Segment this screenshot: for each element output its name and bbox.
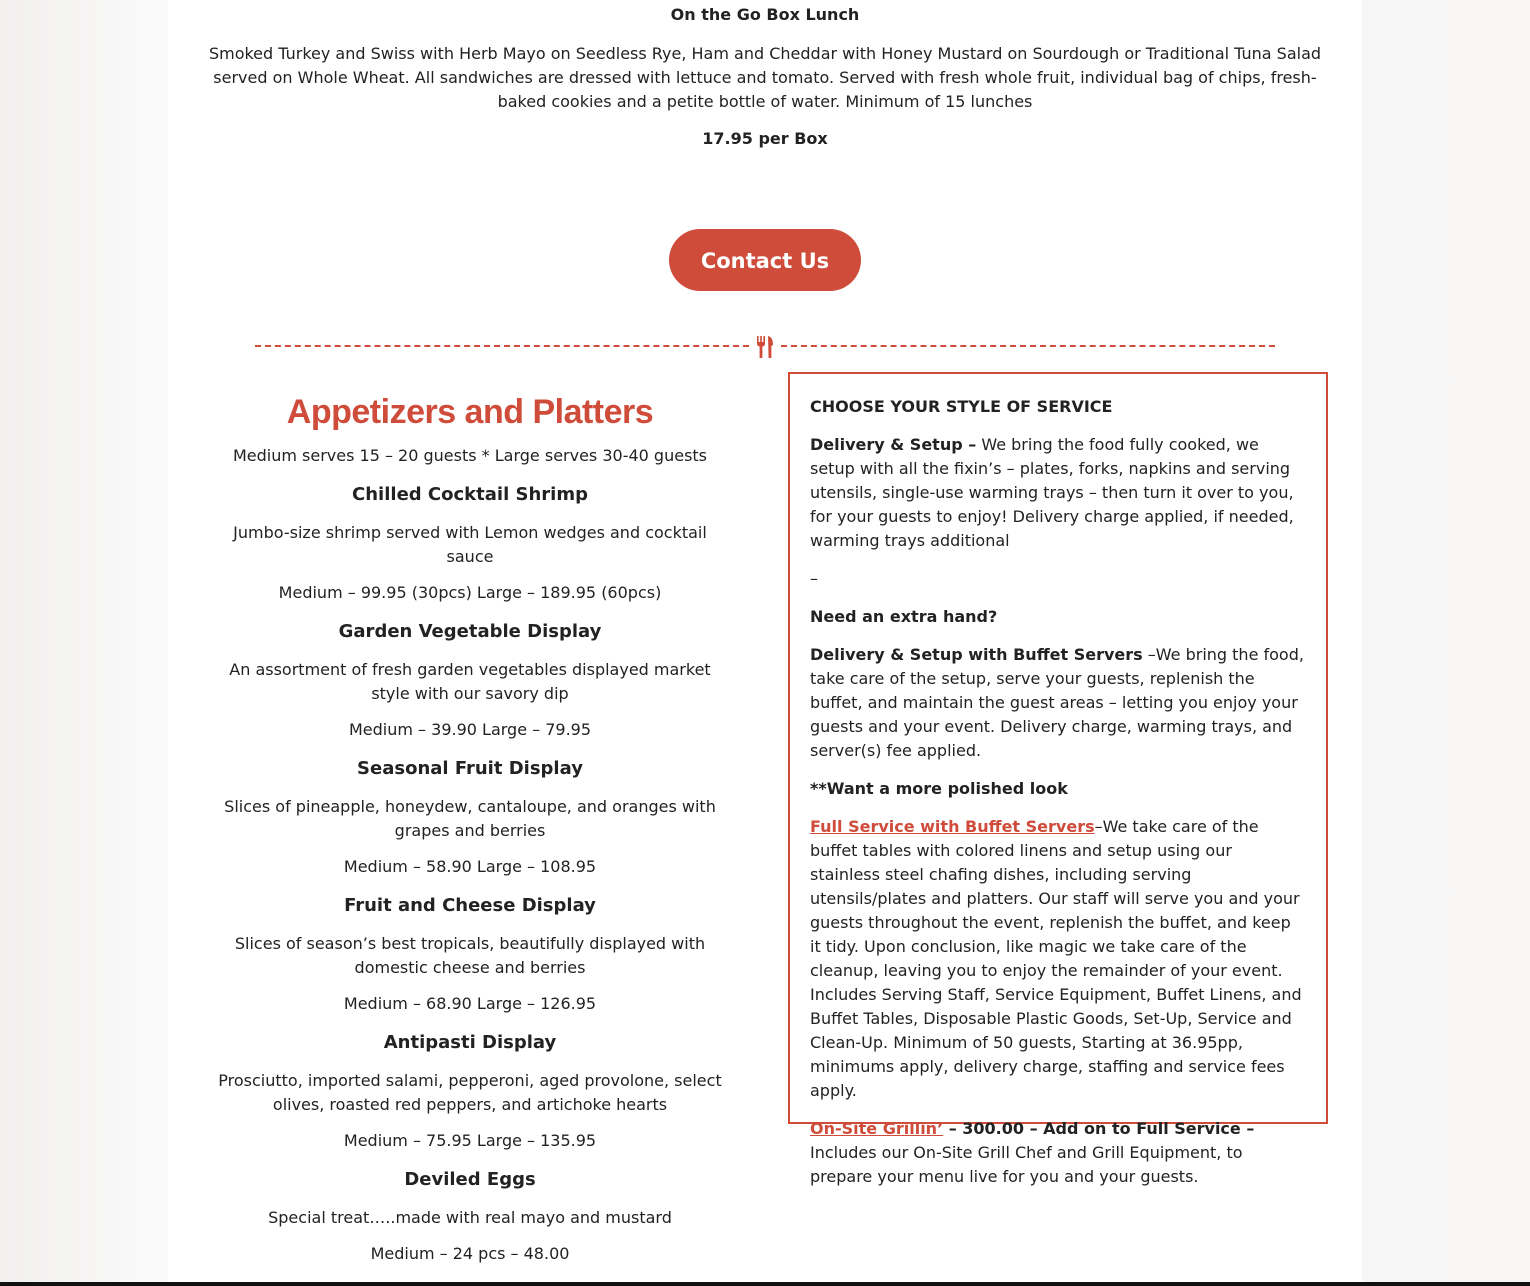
menu-item-price: Medium – 68.90 Large – 126.95	[343, 994, 597, 1013]
menu-item-description: Prosciutto, imported salami, pepperoni, aged provolone, select olives, roasted red peppers, and artichoke hearts	[218, 1071, 722, 1114]
serving-sizes-note: Medium serves 15 – 20 guests * Large serves 30-40 guests	[232, 446, 708, 465]
menu-item-price: Medium – 99.95 (30pcs) Large – 189.95 (60pcs)	[278, 583, 662, 602]
polished-look-heading: **Want a more polished look	[810, 779, 1068, 798]
menu-item	[208, 1032, 732, 1151]
menu-item-name: Fruit and Cheese Display	[344, 895, 596, 916]
contact-us-button[interactable]: Contact Us	[669, 229, 861, 291]
menu-item	[208, 758, 732, 877]
box-lunch-description: Smoked Turkey and Swiss with Herb Mayo on Seedless Rye, Ham and Cheddar with Honey Mustard on Sourdough or Traditional Tuna Salad served on Whole Wheat. All sandwiches are dressed with lettuce and tomato. Served with fresh whole fruit, individual bag of chips, fresh-baked cookies and a petite bottle of water. Minimum of 15 lunches	[208, 44, 1322, 111]
menu-item	[208, 895, 732, 1014]
delivery-setup-label: Delivery & Setup –	[810, 435, 977, 454]
menu-item-description: An assortment of fresh garden vegetables displayed market style with our savory dip	[229, 660, 711, 703]
menu-item-price: Medium – 75.95 Large – 135.95	[343, 1131, 597, 1150]
buffet-servers-text: –We bring the food, take care of the setup, serve your guests, replenish the buffet, and maintain the guest areas – letting you enjoy your guests and your event. Delivery charge, warming trays, and server(s) fee applied.	[810, 645, 1304, 760]
page-content	[168, 0, 1362, 1282]
section-title: Appetizers and Platters	[286, 393, 654, 431]
buffet-servers-paragraph	[810, 643, 1306, 763]
grillin-paragraph	[810, 1117, 1306, 1189]
delivery-setup-text: We bring the food fully cooked, we setup with all the fixin’s – plates, forks, napkins and serving utensils, single-use warming trays – then turn it over to you, for your guests to enjoy! Delivery charge applied, if needed, warming trays additional	[810, 435, 1294, 550]
menu-item	[208, 484, 732, 603]
on-site-grillin-link[interactable]: On-Site Grillin’	[810, 1119, 944, 1138]
menu-item-name: Garden Vegetable Display	[338, 621, 602, 642]
grillin-text: Includes our On-Site Grill Chef and Grill Equipment, to prepare your menu live for you and your guests.	[810, 1143, 1243, 1186]
buffet-servers-label: Delivery & Setup with Buffet Servers	[810, 645, 1143, 664]
extra-hand-heading: Need an extra hand?	[810, 607, 998, 626]
menu-item-name: Antipasti Display	[383, 1032, 557, 1053]
menu-item	[208, 1169, 732, 1264]
delivery-setup-paragraph	[810, 433, 1306, 553]
menu-item	[208, 621, 732, 740]
menu-item-price: Medium – 39.90 Large – 79.95	[348, 720, 592, 739]
menu-item-price: Medium – 58.90 Large – 108.95	[343, 857, 597, 876]
menu-item-description: Jumbo-size shrimp served with Lemon wedges and cocktail sauce	[233, 523, 707, 566]
full-service-paragraph	[810, 815, 1306, 1103]
menu-item-name: Seasonal Fruit Display	[357, 758, 583, 779]
menu-item-name: Deviled Eggs	[404, 1169, 536, 1190]
grillin-price: – 300.00 – Add on to Full Service –	[943, 1119, 1255, 1138]
divider-right	[781, 345, 1275, 347]
service-options-box	[788, 372, 1328, 1186]
box-lunch-title: On the Go Box Lunch	[670, 5, 860, 24]
menu-item-name: Chilled Cocktail Shrimp	[352, 484, 588, 505]
menu-item-price: Medium – 24 pcs – 48.00	[370, 1244, 570, 1263]
menu-item-description: Slices of pineapple, honeydew, cantaloupe, and oranges with grapes and berries	[224, 797, 716, 840]
bottom-edge-bar	[0, 1282, 1530, 1286]
menu-item-description: Special treat…..made with real mayo and mustard	[268, 1208, 672, 1227]
appetizers-section	[208, 388, 732, 1264]
divider-left	[255, 345, 749, 347]
full-service-link[interactable]: Full Service with Buffet Servers	[810, 817, 1095, 836]
full-service-text: –We take care of the buffet tables with colored linens and setup using our stainless steel chafing dishes, including serving utensils/plates and platters. Our staff will serve you and your guests throughout the event, replenish the buffet, and keep it tidy. Upon conclusion, like magic we take care of the cleanup, leaving you to enjoy the remainder of your event. Includes Serving Staff, Service Equipment, Buffet Linens, and Buffet Tables, Disposable Plastic Goods, Set-Up, Service and Clean-Up. Minimum of 50 guests, Starting at 36.95pp, minimums apply, delivery charge, staffing and service fees apply.	[810, 817, 1302, 1100]
service-heading: CHOOSE YOUR STYLE OF SERVICE	[810, 397, 1113, 416]
dash-line: –	[810, 569, 818, 588]
menu-item-description: Slices of season’s best tropicals, beautifully displayed with domestic cheese and berries	[234, 934, 706, 977]
utensils-icon	[755, 336, 775, 358]
box-lunch-price: 17.95 per Box	[702, 129, 828, 148]
